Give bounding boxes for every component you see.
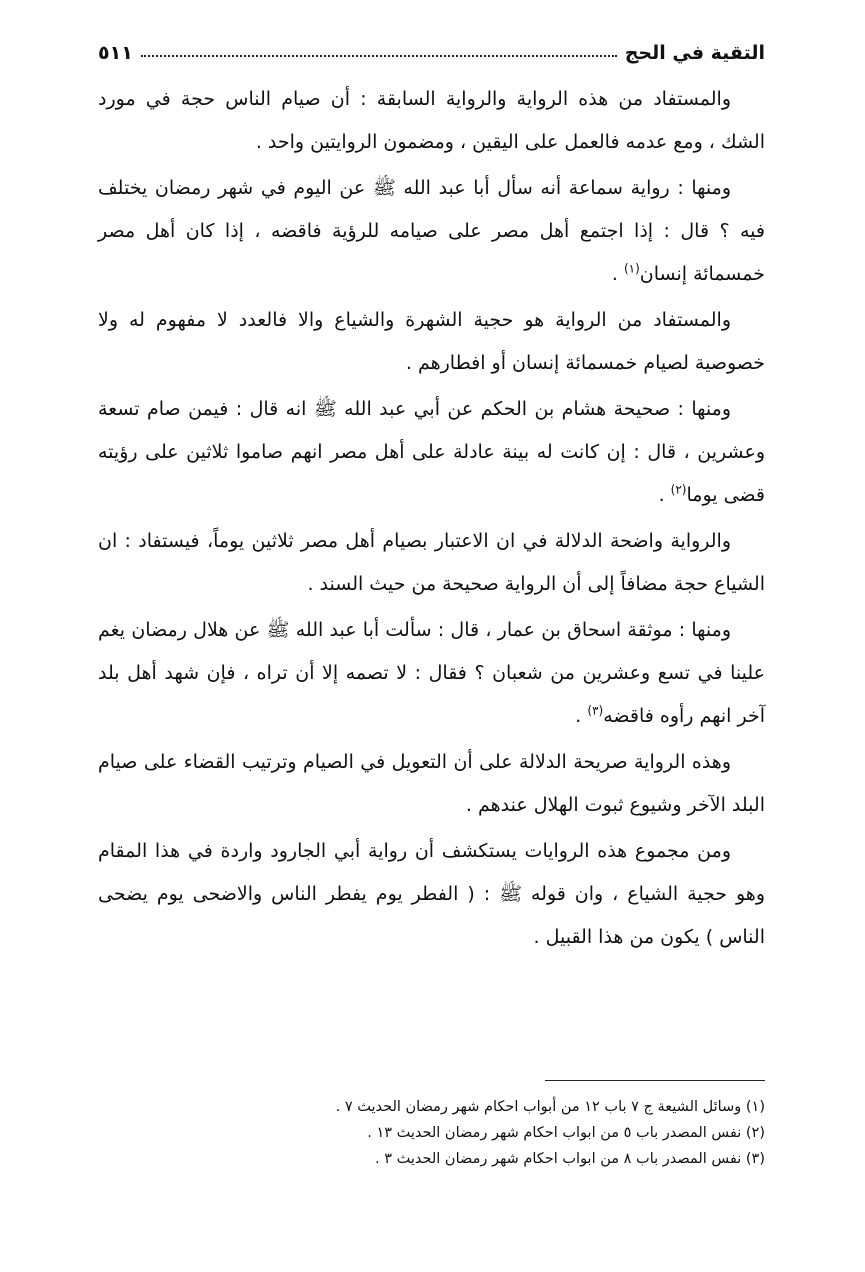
paragraph: ومن مجموع هذه الروايات يستكشف أن رواية أبي الجارود واردة في هذا المقام وهو حجية الشياع ، وان قوله ﷺ : ( الفطر يوم يفطر الناس والاضحى يوم يضحى الناس ) يكون من هذا القبيل . [98, 840, 765, 948]
header-dot-leader [141, 54, 617, 57]
running-header [98, 30, 765, 64]
paragraph: ومنها : موثقة اسحاق بن عمار ، قال : سألت أبا عبد الله ﷺ عن هلال رمضان يغم علينا في تسع وعشرين من شعبان ؟ فقال : لا تصمه إلا أن تراه ، فإن شهد أهل بلد آخر انهم رأوه فاقضه$^{(٣)}$ . [98, 619, 765, 727]
footnote: (٣) نفس المصدر باب ٨ من ابواب احكام شهر رمضان الحديث ٣ . [375, 1151, 765, 1167]
footnote-ref: (٢) [670, 482, 687, 497]
paragraph: والرواية واضحة الدلالة في ان الاعتبار بصيام أهل مصر ثلاثين يوماً، فيستفاد : ان الشياع حجة مضافاً إلى أن الرواية صحيحة من حيث السند . [98, 530, 765, 595]
footnote-separator [545, 1080, 765, 1081]
page-number: ٥١١ [98, 42, 133, 64]
paragraph: وهذه الرواية صريحة الدلالة على أن التعويل في الصيام وترتيب القضاء على صيام البلد الآخر وشيوع ثبوت الهلال عندهم . [98, 751, 765, 816]
paragraph: والمستفاد من الرواية هو حجية الشهرة والشياع والا فالعدد لا مفهوم له ولا خصوصية لصيام خمسمائة إنسان أو افطارهم . [98, 309, 765, 374]
paragraph: والمستفاد من هذه الرواية والرواية السابقة : أن صيام الناس حجة في مورد الشك ، ومع عدمه فالعمل على اليقين ، ومضمون الروايتين واحد . [98, 88, 765, 153]
main-text [98, 78, 765, 962]
footnote-ref: (١) [623, 261, 640, 276]
chapter-title: التقية في الحج [624, 42, 765, 64]
footnotes [98, 1094, 765, 1172]
paragraph: ومنها : صحيحة هشام بن الحكم عن أبي عبد الله ﷺ انه قال : فيمن صام تسعة وعشرين ، قال : إن كانت له بينة عادلة على أهل مصر انهم صاموا ثلاثين على رؤيته قضى يوما$^{(٢)}$ . [98, 398, 765, 506]
footnote: (١) وسائل الشيعة ج ٧ باب ١٢ من أبواب احكام شهر رمضان الحديث ٧ . [335, 1099, 765, 1115]
paragraph: ومنها : رواية سماعة أنه سأل أبا عبد الله ﷺ عن اليوم في شهر رمضان يختلف فيه ؟ قال : إذا اجتمع أهل مصر على صيامه للرؤية فاقضه ، إذا كان أهل مصر خمسمائة إنسان$^{(١)}$ . [98, 177, 765, 285]
footnote: (٢) نفس المصدر باب ٥ من ابواب احكام شهر رمضان الحديث ١٣ . [367, 1125, 765, 1141]
footnote-ref: (٣) [587, 703, 604, 718]
